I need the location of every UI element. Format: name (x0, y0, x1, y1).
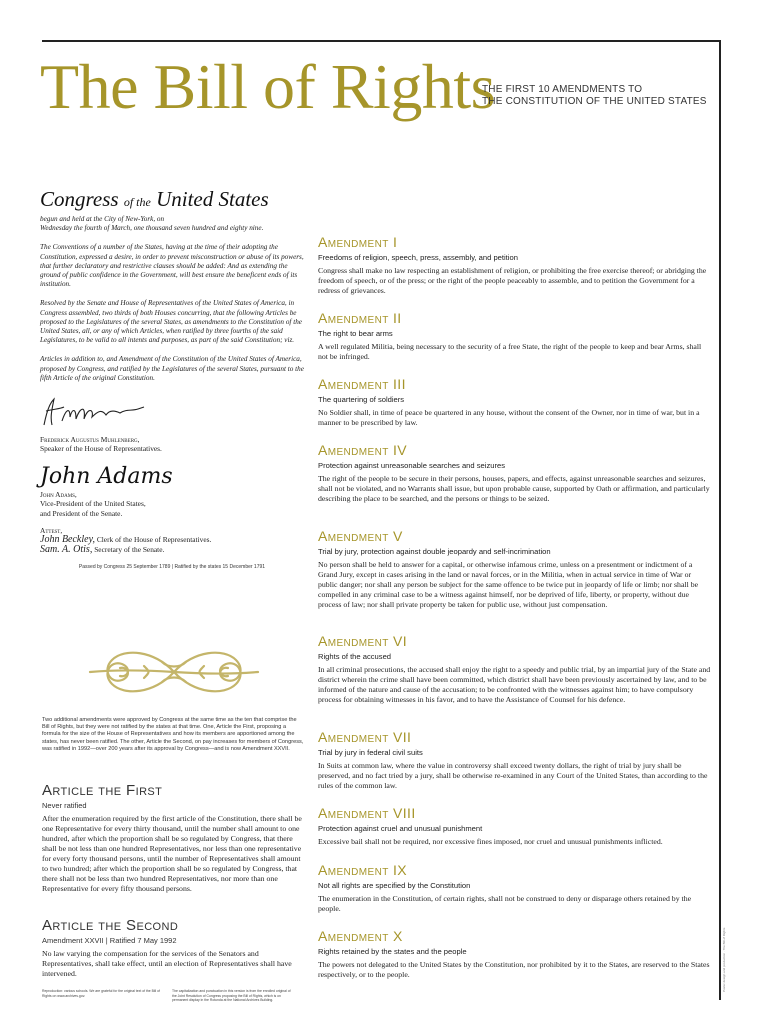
article-first-text: After the enumeration required by the first article of the Constitution, there shall be one Representative for every thirty thousand, until the number shall amount to one hundred, after which the proportion shall be so regulated by Congress, that there shall be not less than one hundred Representatives, nor less than one representative for every forty thousand persons, until the number of Representatives shall amount to two hundred; after which the proportion shall be so regulated by Congress, that there shall not be less than two hundred Representatives, nor more than one Representative for every fifty thousand persons. (42, 814, 302, 893)
right-rule (719, 40, 721, 1000)
amendment-3 (318, 376, 712, 428)
amendment-subtitle: Trial by jury, protection against double jeopardy and self-incrimination (318, 547, 551, 556)
amendment-heading: Amendment I (318, 234, 398, 250)
article-the-second (42, 917, 304, 979)
amendment-text: Excessive bail shall not be required, nor excessive fines imposed, nor cruel and unusual punishments inflicted. (318, 837, 663, 846)
top-rule (42, 40, 720, 42)
footnote-right: The capitalization and punctuation in this version is from the enrolled original of the Joint Resolution of Congress proposing the Bill of Rights, which is on permanent display in the Rotunda at the National Archives Building. (172, 989, 291, 1003)
amendment-text: In all criminal prosecutions, the accused shall enjoy the right to a speedy and public trial, by an impartial jury of the State and district wherein the crime shall have been committed, which district shall have been previously ascertained by law, and to be informed of the nature and cause of the accusation; to be confronted with the witnesses against him; to have compulsory process for obtaining witnesses in his favor, and to have the Assistance of Counsel for his defence. (318, 665, 711, 705)
muhlenberg-title: Speaker of the House of Representatives. (40, 444, 162, 454)
amendment-heading: Amendment IX (318, 862, 408, 878)
adams-block (40, 490, 304, 518)
otis-title: Secretary of the Senate. (94, 544, 165, 554)
amendment-heading: Amendment II (318, 310, 402, 326)
adams-title-2: and President of the Senate. (40, 508, 123, 518)
article-the-first (42, 782, 304, 894)
conventions-paragraph: The Conventions of a number of the States, having at the time of their adopting the Constitution, expressed a desire, in order to prevent misconstruction or abuse of its powers, that further declaratory and restrictive clauses should be added: And as extending the ground of public confidence in the Government, will best ensure the beneficent ends of its institution. (40, 243, 304, 289)
muhlenberg-name: Frederick Augustus Muhlenberg, (40, 435, 140, 445)
page-title: The Bill of Rights (40, 51, 495, 122)
adams-signature: John Adams (40, 463, 173, 489)
article-first-heading: Article the First (42, 782, 163, 799)
amendment-1 (318, 234, 712, 296)
resolved-paragraph: Resolved by the Senate and House of Representatives of the United States of America, in Congress assembled, two thirds of both Houses concurring, that the following Articles be proposed to the Legislatures of the several States, as amendments to the Constitution of the United States, all, or any of which Articles, when ratified by three fourths of the said Legislatures, to be valid to all intents and purposes, as part of the said Constitution; viz. (40, 299, 302, 345)
subtitle-line-2: THE CONSTITUTION OF THE UNITED STATES (482, 96, 707, 107)
amendment-heading: Amendment X (318, 928, 403, 944)
amendment-subtitle: Rights retained by the states and the people (318, 947, 467, 956)
adams-title-1: Vice-President of the United States, (40, 499, 146, 509)
amendment-heading: Amendment VII (318, 729, 412, 745)
amendment-text: No person shall be held to answer for a capital, or otherwise infamous crime, unless on a presentment or indictment of a Grand Jury, except in cases arising in the land or naval forces, or in the Militia, when in actual service in time of War or public danger; nor shall any person be subject for the same offence to be twice put in jeopardy of life or limb; nor shall be compelled in any criminal case to be a witness against himself, nor be deprived of life, liberty, or property, without due process of law; nor shall private property be taken for public use, without just compensation. (318, 560, 699, 610)
otis-name: Sam. A. Otis, (40, 543, 93, 555)
muhlenberg-signature (40, 395, 304, 435)
muhlenberg-block (40, 435, 304, 454)
amendment-subtitle: Rights of the accused (318, 652, 392, 661)
congress-heading (40, 186, 304, 215)
attest-label: Attest, (40, 526, 63, 536)
of-the-word: of the (123, 195, 151, 209)
passed-ratified-line: Passed by Congress 25 September 1789 | Ratified by the states 15 December 1791 (78, 564, 266, 571)
congress-word: Congress (40, 187, 119, 211)
amendment-subtitle: Protection against unreasonable searches and seizures (318, 461, 506, 470)
amendment-text: In Suits at common law, where the value in controversy shall exceed twenty dollars, the right of trial by jury shall be preserved, and no fact tried by a jury, shall be otherwise re-examined in any Court of the United States, than according to the rules of the common law. (318, 761, 708, 791)
article-second-status: Amendment XXVII | Ratified 7 May 1992 (42, 936, 177, 945)
preamble-column (40, 186, 304, 571)
side-credit: Poster design and production · The Bill of Rights (722, 927, 726, 992)
amendment-5 (318, 528, 712, 610)
amendment-subtitle: The quartering of soldiers (318, 395, 405, 404)
additional-amendments-note: Two additional amendments were approved by Congress at the same time as the ten that comprise the Bill of Rights, but they were not ratified by the states at that time. One, Article the First, proposing a formula for the size of the House of Representatives and how its members are apportioned among the states, has never been ratified. The other, Article the Second, on pay increases for members of Congress, was ratified in 1992—over 200 years after its approval by Congress—and is now Amendment XXVII. (42, 717, 304, 752)
amendment-2 (318, 310, 712, 362)
amendment-9 (318, 862, 712, 914)
amendment-heading: Amendment VI (318, 633, 408, 649)
footnote-left: Reproduction: various schools. We are grateful for the original text of the Bill of Rights on www.archives.gov. (42, 989, 160, 998)
united-states-word: United States (156, 187, 269, 211)
muhlenberg-signature-icon (40, 395, 150, 431)
amendment-subtitle: Not all rights are specified by the Constitution (318, 881, 471, 890)
page-subtitle (482, 84, 714, 108)
amendment-subtitle: Protection against cruel and unusual punishment (318, 824, 483, 833)
begun-line-2: Wednesday the fourth of March, one thousand seven hundred and eighty nine. (40, 224, 264, 233)
ornament-flourish-icon (84, 644, 264, 700)
begun-line (40, 215, 304, 233)
footnotes (42, 989, 292, 1003)
amendment-text: A well regulated Militia, being necessary to the security of a free State, the right of the people to keep and bear Arms, shall not be infringed. (318, 342, 702, 362)
amendment-text: The enumeration in the Constitution, of certain rights, shall not be construed to deny or disparage others retained by the people. (318, 894, 692, 914)
article-first-status: Never ratified (42, 801, 87, 810)
amendment-text: The powers not delegated to the United States by the Constitution, nor prohibited by it to the States, are reserved to the States respectively, or to the people. (318, 960, 710, 980)
beckley-name: John Beckley, (40, 534, 95, 546)
adams-name: John Adams, (40, 489, 77, 499)
amendment-8 (318, 805, 712, 847)
article-second-text: No law varying the compensation for the services of the Senators and Representatives, shall take effect, until an election of Representatives shall have intervened. (42, 949, 292, 978)
amendment-subtitle: Trial by jury in federal civil suits (318, 748, 423, 757)
subtitle-line-1: THE FIRST 10 AMENDMENTS TO (482, 84, 643, 95)
amendment-heading: Amendment VIII (318, 805, 416, 821)
beckley-title: Clerk of the House of Representatives. (96, 535, 212, 545)
begun-line-1: begun and held at the City of New-York, on (40, 215, 165, 223)
attest-block (40, 526, 304, 554)
amendment-10 (318, 928, 712, 980)
amendment-subtitle: The right to bear arms (318, 329, 393, 338)
amendment-7 (318, 729, 712, 791)
amendment-text: Congress shall make no law respecting an establishment of religion, or prohibiting the free exercise thereof; or abridging the freedom of speech, or of the press; or the right of the people peaceably to assemble, and to petition the Government for a redress of grievances. (318, 266, 707, 296)
amendment-text: No Soldier shall, in time of peace be quartered in any house, without the consent of the Owner, nor in time of war, but in a manner to be prescribed by law. (318, 408, 700, 428)
amendment-heading: Amendment IV (318, 442, 408, 458)
amendment-heading: Amendment V (318, 528, 403, 544)
articles-paragraph: Articles in addition to, and Amendment of the Constitution of the United States of America, proposed by Congress, and ratified by the Legislatures of the several States, pursuant to the fifth Article of the original Constitution. (40, 355, 304, 382)
amendment-heading: Amendment III (318, 376, 406, 392)
amendment-text: The right of the people to be secure in their persons, houses, papers, and effects, against unreasonable searches and seizures, shall not be violated, and no Warrants shall issue, but upon probable cause, supported by Oath or affirmation, and particularly describing the place to be searched, and the persons or things to be seized. (318, 474, 710, 504)
article-second-heading: Article the Second (42, 917, 179, 934)
amendment-subtitle: Freedoms of religion, speech, press, assembly, and petition (318, 253, 518, 262)
amendment-4 (318, 442, 712, 504)
amendment-6 (318, 633, 712, 705)
